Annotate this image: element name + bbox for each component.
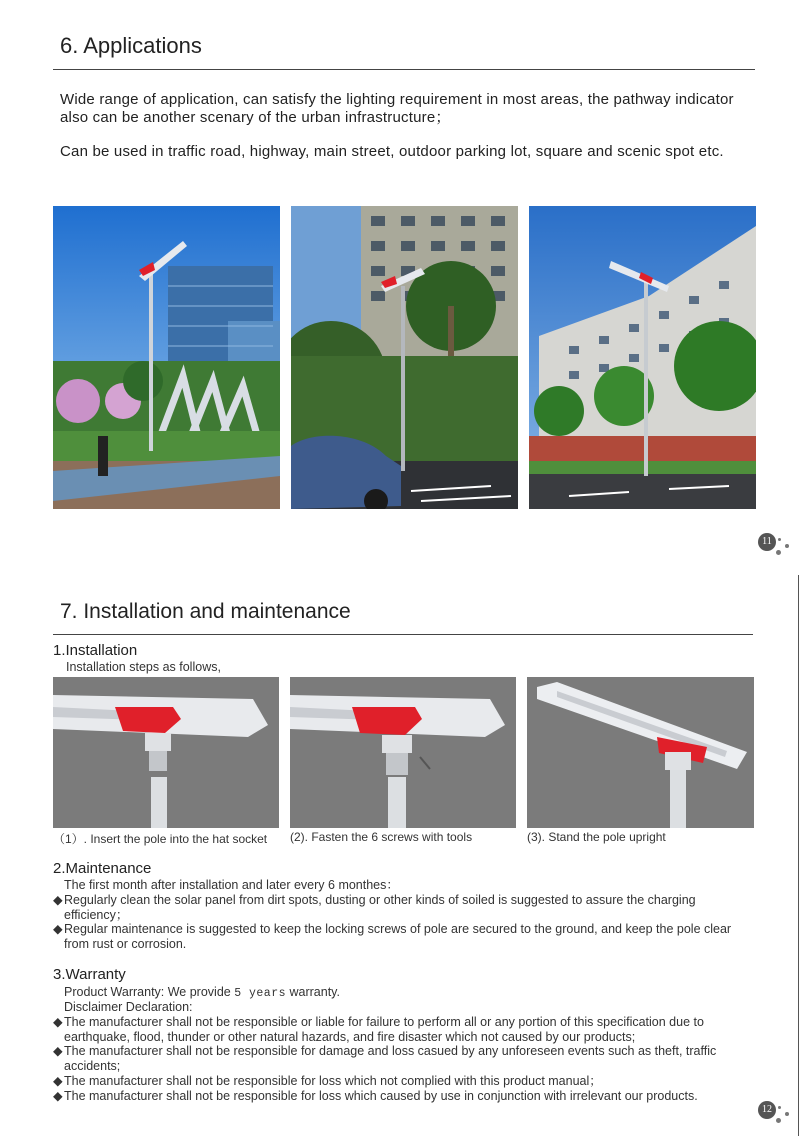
disclaimer-bullet-1 (53, 1015, 753, 1045)
diamond-bullet-icon: ◆ (53, 893, 63, 907)
page-number-badge: 12 (758, 1101, 776, 1119)
maintenance-bullet-text: Regularly clean the solar panel from dirt spots, dusting or other kinds of soiled is suggested to assure the charging efficiency； (64, 893, 696, 922)
disclaimer-bullet-3 (53, 1074, 753, 1089)
install-step-2-caption: (2). Fasten the 6 screws with tools (290, 830, 473, 844)
install-step-3-image (527, 677, 754, 828)
install-step-3-caption: (3). Stand the pole upright (527, 830, 666, 844)
title-divider (53, 634, 753, 635)
maintenance-bullet-2 (53, 922, 753, 952)
disclaimer-bullet-text: The manufacturer shall not be responsible for damage and loss casued by any unforeseen events such as theft, traffic accidents; (64, 1044, 717, 1073)
decor-dot (785, 1112, 789, 1116)
title-divider (53, 69, 755, 70)
heading-maintenance: 2.Maintenance (53, 860, 152, 877)
page-number-badge: 11 (758, 533, 776, 551)
photo-residential-street-light (291, 206, 518, 509)
product-warranty-line (64, 985, 340, 1001)
section-title-installation: 7. Installation and maintenance (60, 600, 351, 623)
disclaimer-bullet-text: The manufacturer shall not be responsible for loss which caused by use in conjunction with irrelevant our products. (64, 1089, 698, 1103)
applications-paragraph-2: Can be used in traffic road, highway, main street, outdoor parking lot, square and scenic spot etc. (60, 143, 724, 160)
diamond-bullet-icon: ◆ (53, 1089, 63, 1103)
install-step-2-image (290, 677, 516, 828)
photo-main-street-light (529, 206, 756, 509)
maintenance-bullet-1 (53, 893, 753, 923)
maintenance-bullet-text: Regular maintenance is suggested to keep the locking screws of pole are secured to the ground, and keep the pole clear from rust or corrosion. (64, 922, 732, 951)
diamond-bullet-icon: ◆ (53, 1044, 63, 1058)
warranty-prefix: Product Warranty: We provide (64, 985, 235, 999)
heading-installation: 1.Installation (53, 642, 138, 659)
install-step-1-caption: （1）. Insert the pole into the hat socket (53, 832, 268, 846)
disclaimer-heading: Disclaimer Declaration: (64, 1000, 193, 1014)
disclaimer-bullet-text: The manufacturer shall not be responsible for loss which not complied with this product manual； (64, 1074, 602, 1088)
disclaimer-bullet-text: The manufacturer shall not be responsible or liable for failure to perform all or any portion of this specification due to earthquake, flood, thunder or other natural hazards, and fire disaster which not caused by our products; (64, 1015, 704, 1044)
install-step-1-image (53, 677, 279, 828)
disclaimer-bullet-4 (53, 1089, 753, 1104)
decor-dot (785, 544, 789, 548)
decor-dot (776, 550, 781, 555)
maintenance-intro: The first month after installation and later every 6 monthes： (64, 878, 399, 892)
page-edge-line (798, 575, 799, 1136)
installation-intro: Installation steps as follows, (66, 660, 221, 674)
decor-dot (778, 538, 781, 541)
diamond-bullet-icon: ◆ (53, 1074, 63, 1088)
diamond-bullet-icon: ◆ (53, 1015, 63, 1029)
disclaimer-bullet-2 (53, 1044, 753, 1074)
applications-paragraph-1: Wide range of application, can satisfy the lighting requirement in most areas, the pathway indicator also can be another scenary of the urban infrastructure； (60, 91, 734, 126)
heading-warranty: 3.Warranty (53, 966, 126, 983)
diamond-bullet-icon: ◆ (53, 922, 63, 936)
warranty-years: 5 years (234, 987, 287, 1000)
photo-plaza-street-light (53, 206, 280, 509)
section-title-applications: 6. Applications (60, 33, 202, 58)
warranty-suffix: warranty. (286, 985, 340, 999)
decor-dot (776, 1118, 781, 1123)
decor-dot (778, 1106, 781, 1109)
